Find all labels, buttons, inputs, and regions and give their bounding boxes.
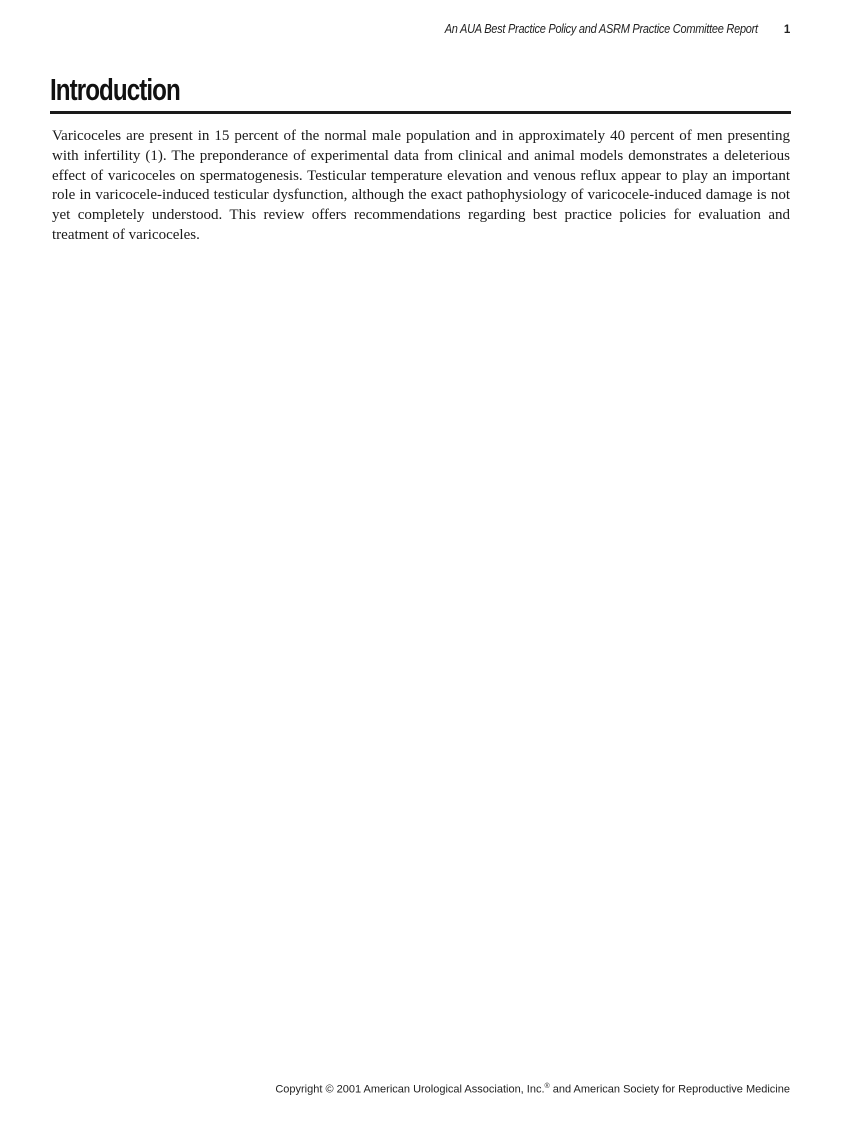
footer-copyright	[0, 1083, 790, 1096]
running-header	[0, 22, 790, 36]
copyright-suffix: and American Society for Reproductive Medicine	[549, 1083, 790, 1096]
copyright-prefix: Copyright © 2001 American Urological Association, Inc.	[275, 1083, 545, 1096]
report-title: An AUA Best Practice Policy and ASRM Practice Committee Report	[444, 22, 758, 36]
intro-paragraph: Varicoceles are present in 15 percent of the normal male population and in approximately 40 percent of men presenting with infertility (1). The preponderance of experimental data from clinical and animal models demonstrates a deleterious effect of varicoceles on spermatogenesis. Testicular temperature elevation and venous reflux appear to play an important role in varicocele-induced testicular dysfunction, although the exact pathophysiology of varicocele-induced damage is not yet completely understood. This review offers recommendations regarding best practice policies for evaluation and treatment of varicoceles.	[52, 128, 790, 243]
title-rule	[50, 111, 791, 114]
registered-mark: ®	[544, 1083, 550, 1090]
page-number: 1	[783, 24, 790, 36]
section-title: Introduction	[50, 72, 180, 107]
